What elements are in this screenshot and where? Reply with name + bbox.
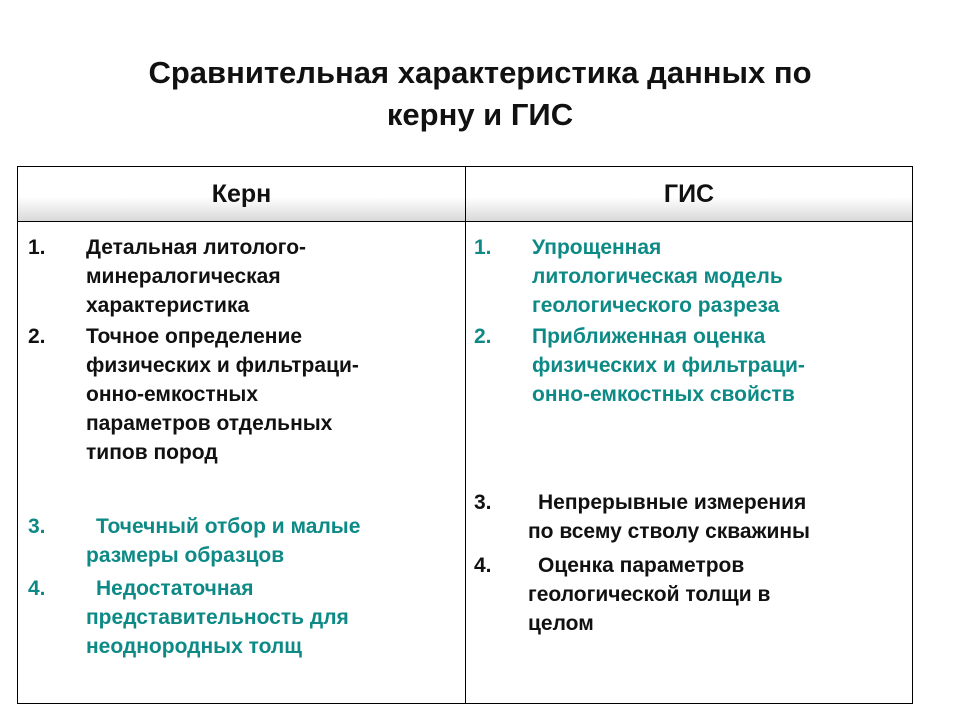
gis-item-2-line-2: физических и фильтраци- [532, 354, 805, 377]
core-item-2-line-3: онно-емкостных [86, 383, 258, 406]
core-item-4-line-2: представительность для [86, 606, 349, 629]
gis-item-1-line-1: Упрощенная [532, 236, 662, 259]
core-item-2-number: 2. [28, 325, 46, 348]
core-item-2-line-4: параметров отдельных [86, 412, 333, 435]
gis-item-3-number: 3. [474, 491, 492, 514]
core-item-3-line-2: размеры образцов [86, 544, 285, 567]
gis-item-4-line-2: геологической толщи в [528, 583, 771, 606]
gis-item-1-line-2: литологическая модель [532, 265, 783, 288]
core-item-1-number: 1. [28, 236, 46, 259]
core-item-4-number: 4. [28, 577, 46, 600]
core-item-1-line-1: Детальная литолого- [86, 236, 307, 259]
gis-item-2-number: 2. [474, 325, 492, 348]
gis-item-2-line-1: Приближенная оценка [532, 325, 766, 348]
header-core: Керн [211, 180, 272, 208]
title-line-2: керну и ГИС [386, 97, 574, 132]
core-item-1-line-2: минералогическая [86, 265, 281, 288]
gis-item-2-line-3: онно-емкостных свойств [532, 383, 795, 406]
core-item-3-number: 3. [28, 515, 46, 538]
core-item-2-line-5: типов пород [86, 441, 218, 464]
core-item-3-line-1: Точечный отбор и малые [96, 515, 361, 538]
core-item-2-line-1: Точное определение [86, 325, 303, 348]
core-item-4-line-3: неоднородных толщ [86, 635, 302, 658]
core-item-4-line-1: Недостаточная [96, 577, 254, 600]
gis-item-3-line-1: Непрерывные измерения [538, 491, 807, 514]
gis-item-4-number: 4. [474, 554, 492, 577]
page-title [60, 52, 900, 136]
core-item-2-line-2: физических и фильтраци- [86, 354, 359, 377]
gis-item-3-line-2: по всему стволу скважины [528, 520, 810, 543]
gis-item-1-number: 1. [474, 236, 492, 259]
gis-item-4-line-3: целом [528, 612, 594, 635]
gis-item-1-line-3: геологического разреза [532, 294, 780, 317]
column-divider [465, 167, 466, 703]
comparison-table [17, 166, 913, 704]
header-divider [18, 221, 912, 222]
gis-item-4-line-1: Оценка параметров [538, 554, 745, 577]
title-line-1: Сравнительная характеристика данных по [148, 55, 812, 90]
core-item-1-line-3: характеристика [86, 294, 250, 317]
header-gis: ГИС [663, 180, 715, 208]
